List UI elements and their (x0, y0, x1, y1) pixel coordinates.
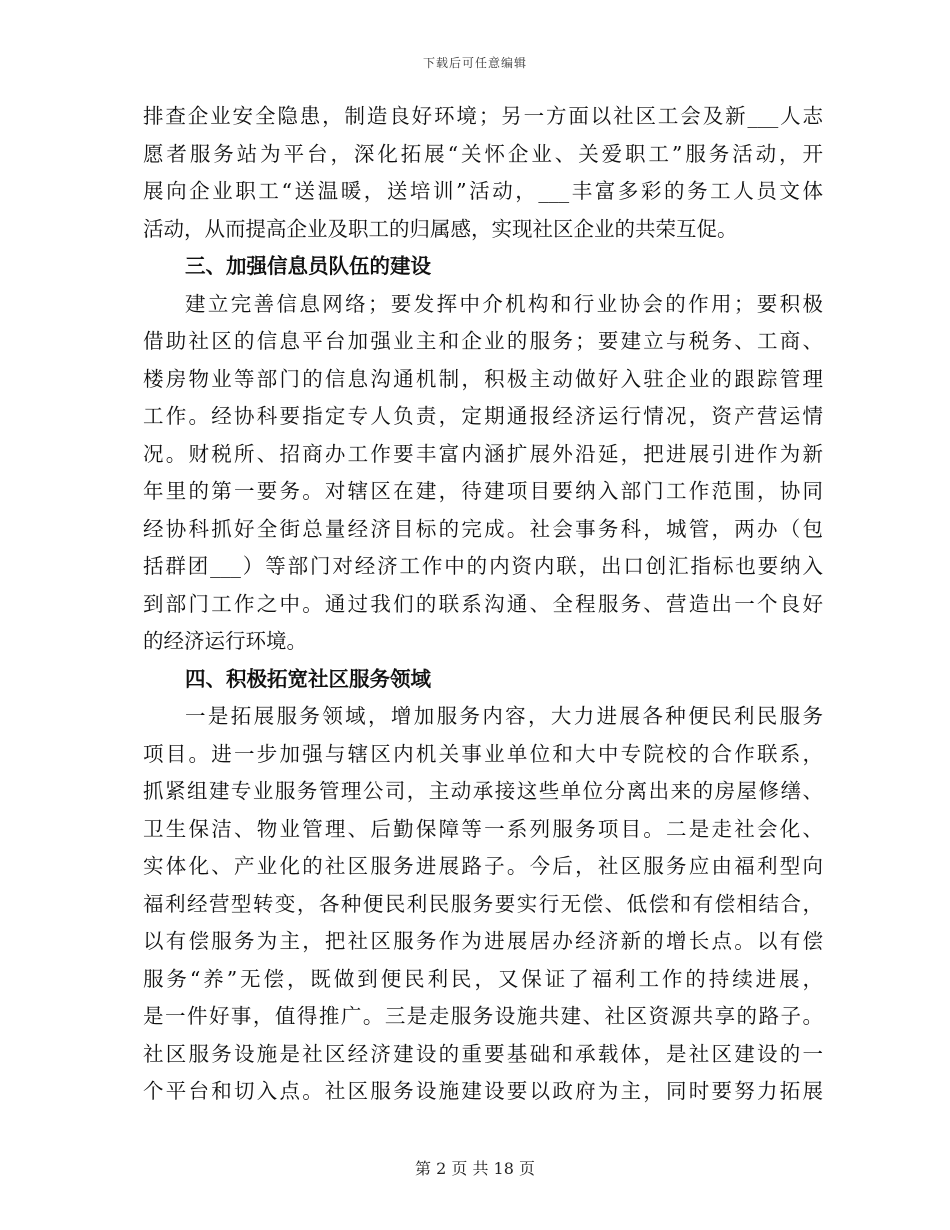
text-line: 是一件好事，值得推广。三是走服务设施共建、社区资源共享的路子。 (143, 1004, 823, 1028)
text-line: 福利经营型转变，各种便民利民服务要实行无偿、低偿和有偿相结合， (143, 891, 823, 916)
text-line: 建立完善信息网络；要发挥中介机构和行业协会的作用；要积极 (185, 291, 823, 316)
text-line: 况。财税所、招商办工作要丰富内涵扩展外沿延，把进展引进作为新 (143, 441, 823, 466)
section-heading-4: 四、积极拓宽社区服务领域 (185, 666, 431, 691)
text-line: 年里的第一要务。对辖区在建，待建项目要纳入部门工作范围，协同 (143, 479, 823, 503)
text-line: 以有偿服务为主，把社区服务作为进展居办经济新的增长点。以有偿 (143, 929, 823, 953)
page-footer: 第 2 页 共 18 页 (415, 1159, 535, 1178)
text-line: 卫生保洁、物业管理、后勤保障等一系列服务项目。二是走社会化、 (143, 816, 823, 841)
text-line: 楼房物业等部门的信息沟通机制，积极主动做好入驻企业的跟踪管理 (143, 366, 823, 391)
text-line: 一是拓展服务领域，增加服务内容，大力进展各种便民利民服务 (185, 704, 823, 728)
text-line: 工作。经协科要指定专人负责，定期通报经济运行情况，资产营运情 (143, 404, 823, 428)
text-line: 到部门工作之中。通过我们的联系沟通、全程服务、营造出一个良好 (143, 591, 823, 616)
text-line: 抓紧组建专业服务管理公司，主动承接这些单位分离出来的房屋修缮、 (143, 779, 823, 803)
page-header: 下载后可任意编辑 (422, 56, 527, 70)
text-line: 经协科抓好全街总量经济目标的完成。社会事务科，城管，两办（包 (143, 516, 823, 541)
text-line: 的经济运行环境。 (143, 629, 307, 653)
text-line: 社区服务设施是社区经济建设的重要基础和承载体，是社区建设的一 (143, 1041, 823, 1066)
text-line: 实体化、产业化的社区服务进展路子。今后，社区服务应由福利型向 (143, 854, 823, 878)
text-line: 借助社区的信息平台加强业主和企业的服务；要建立与税务、工商、 (143, 329, 823, 353)
text-line: 排查企业安全隐患，制造良好环境；另一方面以社区工会及新___人志 (143, 104, 823, 128)
text-line: 括群团___）等部门对经济工作中的内资内联，出口创汇指标也要纳入 (143, 554, 823, 578)
text-line: 愿者服务站为平台，深化拓展“关怀企业、关爱职工”服务活动，开 (143, 141, 823, 166)
text-line: 个平台和切入点。社区服务设施建设要以政府为主，同时要努力拓展 (143, 1079, 823, 1103)
section-heading-3: 三、加强信息员队伍的建设 (185, 254, 431, 278)
text-line: 活动，从而提高企业及职工的归属感，实现社区企业的共荣互促。 (143, 216, 738, 241)
text-line: 项目。进一步加强与辖区内机关事业单位和大中专院校的合作联系， (143, 741, 823, 766)
text-line: 服务“养”无偿，既做到便民利民，又保证了福利工作的持续进展， (143, 966, 823, 991)
text-line: 展向企业职工“送温暖，送培训”活动，___丰富多彩的务工人员文体 (143, 179, 823, 203)
document-body (143, 98, 823, 1111)
